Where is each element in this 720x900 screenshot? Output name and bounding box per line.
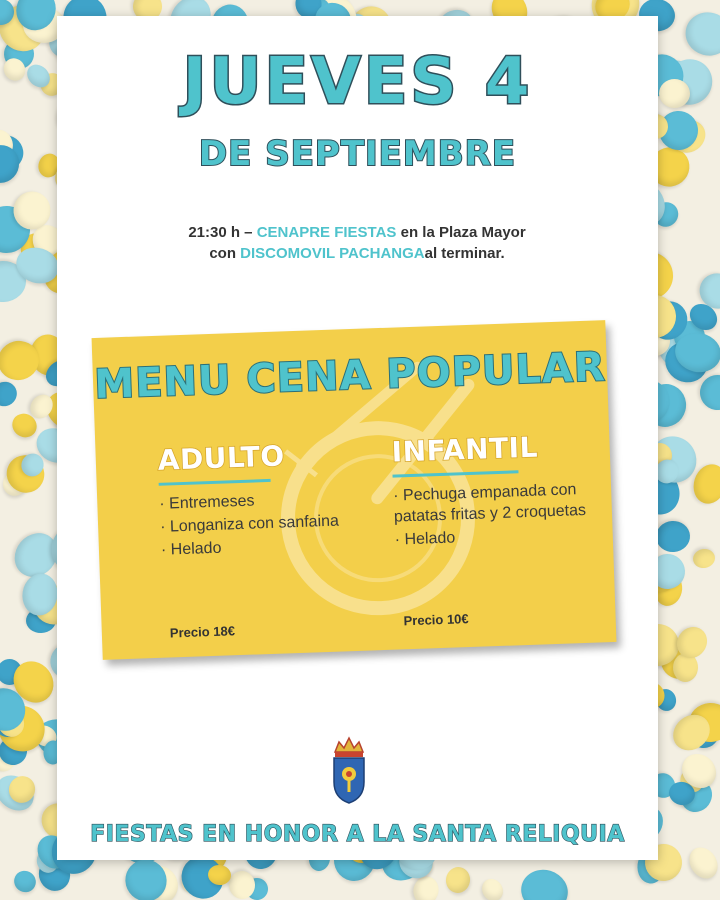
adult-price: Precio 18€ xyxy=(169,623,236,641)
confetti-piece xyxy=(659,79,690,108)
child-price: Precio 10€ xyxy=(403,611,469,629)
menu-item: · Pechuga empanada con patatas fritas y 2 croquetas xyxy=(392,481,587,526)
confetti-piece xyxy=(680,7,720,60)
event-time: 21:30 h – xyxy=(188,224,257,241)
menu-item: · Helado xyxy=(394,529,456,549)
footer-title: FIESTAS EN HONOR A LA SANTA RELIQUIA xyxy=(90,822,625,847)
menu-title: MENU CENA POPULAR xyxy=(93,344,607,408)
event-end: al terminar. xyxy=(424,245,505,262)
confetti-piece xyxy=(477,875,506,900)
confetti-piece xyxy=(10,866,40,896)
adult-heading: ADULTO xyxy=(157,439,286,477)
menu-card xyxy=(92,320,617,660)
menu-item: · Longaniza con sanfaina xyxy=(159,512,340,536)
confetti-piece xyxy=(0,376,21,410)
child-heading: INFANTIL xyxy=(391,430,539,469)
adult-underline xyxy=(159,479,271,486)
menu-child xyxy=(391,428,605,629)
menu-item: · Helado xyxy=(160,539,222,559)
menu-adult xyxy=(157,437,361,641)
event-music: DISCOMOVIL PACHANGA xyxy=(240,245,425,262)
coat-of-arms-icon xyxy=(331,736,367,804)
poster xyxy=(57,16,658,860)
page-title: JUEVES 4 xyxy=(182,45,533,119)
event-name: CENAPRE FIESTAS xyxy=(256,224,397,241)
confetti-piece xyxy=(683,842,720,884)
confetti-piece xyxy=(515,864,572,900)
event-description xyxy=(187,222,527,264)
page-subtitle: DE SEPTIEMBRE xyxy=(198,134,517,174)
menu-item: · Entremeses xyxy=(159,492,255,513)
event-location: en la Plaza Mayor con xyxy=(209,224,526,262)
confetti-piece xyxy=(444,865,472,895)
confetti-piece xyxy=(692,547,717,570)
confetti-piece xyxy=(655,520,691,553)
child-underline xyxy=(392,470,518,477)
